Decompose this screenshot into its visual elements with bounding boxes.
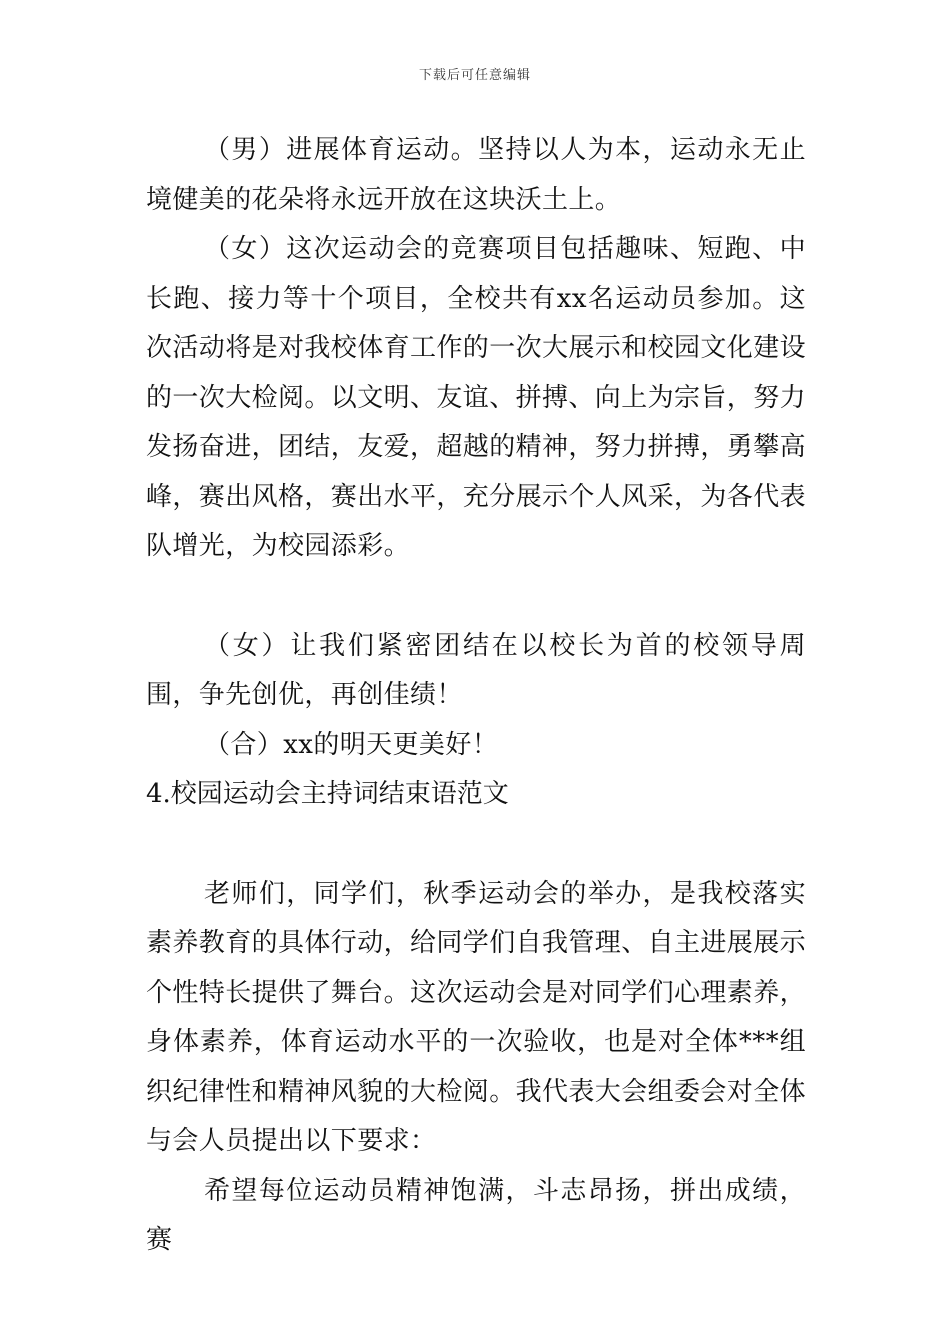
paragraph-male-host: （男）进展体育运动。坚持以人为本，运动永无止境健美的花朵将永远开放在这块沃土上。 [146, 135, 806, 215]
paragraph-athlete-hope: 希望每位运动员精神饱满，斗志昂扬，拼出成绩，赛 [146, 1175, 806, 1255]
blank-line [146, 572, 806, 622]
blank-line [146, 820, 806, 870]
section-heading: 4.校园运动会主持词结束语范文 [146, 779, 509, 809]
page-header-note: 下载后可任意编辑 [418, 68, 531, 83]
paragraph-together: （合）xx的明天更美好！ [204, 729, 499, 760]
paragraph-female-host-events: （女）这次运动会的竞赛项目包括趣味、短跑、中长跑、接力等十个项目，全校共有xx名运动员参加。这次活动将是对我校体育工作的一次大展示和校园文化建设的一次大检阅。以文明、友谊、拼搏、向上为宗旨，努力发扬奋进，团结，友爱，超越的精神，努力拼搏，勇攀高峰，赛出风格，赛出水平，充分展示个人风采，为各代表队增光，为校园添彩。 [146, 234, 807, 561]
document-body [146, 126, 806, 1266]
paragraph-closing-speech: 老师们，同学们，秋季运动会的举办，是我校落实素养教育的具体行动，给同学们自我管理、自主进展展示个性特长提供了舞台。这次运动会是对同学们心理素养，身体素养，体育运动水平的一次验收，也是对全体***组织纪律性和精神风貌的大检阅。我代表大会组委会对全体与会人员提出以下要求： [146, 878, 807, 1156]
paragraph-female-host-unite: （女）让我们紧密团结在以校长为首的校领导周围，争先创优，再创佳绩！ [146, 630, 806, 710]
